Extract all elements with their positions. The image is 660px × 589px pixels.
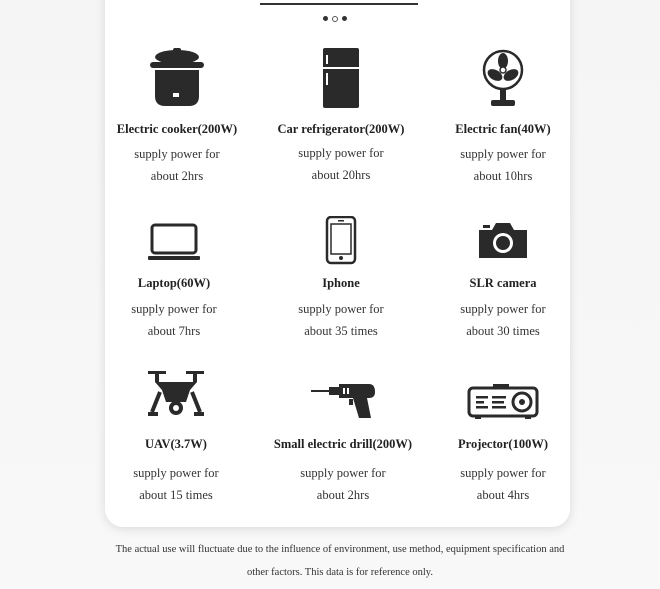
device-name: SLR camera	[469, 276, 537, 290]
device-supply-text: supply power for	[300, 466, 386, 480]
device-supply-text: supply power for	[298, 302, 384, 316]
carousel-dot[interactable]	[332, 16, 338, 22]
device-item-projector	[418, 382, 588, 502]
drone-icon	[146, 368, 206, 424]
device-duration-text: about 35 times	[304, 324, 378, 338]
device-item-slr-camera	[418, 218, 588, 338]
drill-icon	[309, 380, 377, 420]
device-item-electric-fan	[418, 46, 588, 183]
fan-icon	[481, 46, 525, 110]
device-duration-text: about 2hrs	[150, 169, 204, 183]
device-name: Laptop(60W)	[137, 276, 211, 290]
device-item-uav	[91, 368, 261, 502]
device-duration-text: about 4hrs	[476, 488, 530, 502]
camera-icon	[475, 218, 531, 262]
device-item-iphone	[256, 216, 426, 338]
device-supply-text: supply power for	[134, 147, 220, 161]
device-duration-text: about 15 times	[139, 488, 213, 502]
top-divider	[260, 3, 418, 5]
device-name: UAV(3.7W)	[145, 437, 207, 451]
device-supply-text: supply power for	[131, 302, 217, 316]
device-duration-text: about 7hrs	[147, 324, 201, 338]
device-item-small-electric-drill	[258, 380, 428, 502]
disclaimer-line-2: other factors. This data is for reference only.	[246, 567, 433, 578]
device-duration-text: about 20hrs	[311, 168, 371, 182]
carousel-dot[interactable]	[323, 16, 328, 21]
device-item-car-refrigerator	[256, 46, 426, 182]
carousel-dot[interactable]	[342, 16, 347, 21]
device-duration-text: about 2hrs	[316, 488, 370, 502]
refrigerator-icon	[319, 46, 363, 110]
device-name: Projector(100W)	[457, 437, 548, 451]
device-supply-text: supply power for	[460, 147, 546, 161]
carousel-dots	[322, 15, 352, 23]
device-supply-text: supply power for	[460, 302, 546, 316]
device-name: Iphone	[322, 276, 360, 290]
laptop-icon	[147, 220, 201, 264]
device-duration-text: about 10hrs	[473, 169, 533, 183]
projector-icon	[467, 382, 539, 420]
device-supply-text: supply power for	[298, 146, 384, 160]
device-item-laptop	[89, 220, 259, 338]
rice-cooker-icon	[147, 46, 207, 110]
device-supply-text: supply power for	[133, 466, 219, 480]
device-name: Electric cooker(200W)	[116, 122, 238, 136]
device-name: Electric fan(40W)	[455, 122, 551, 136]
disclaimer-line-1: The actual use will fluctuate due to the influence of environment, use method, equipment specification and	[115, 544, 565, 555]
phone-icon	[324, 216, 358, 266]
device-name: Car refrigerator(200W)	[277, 122, 405, 136]
device-supply-text: supply power for	[460, 466, 546, 480]
device-item-electric-cooker	[92, 46, 262, 183]
device-name: Small electric drill(200W)	[273, 437, 413, 451]
device-duration-text: about 30 times	[466, 324, 540, 338]
